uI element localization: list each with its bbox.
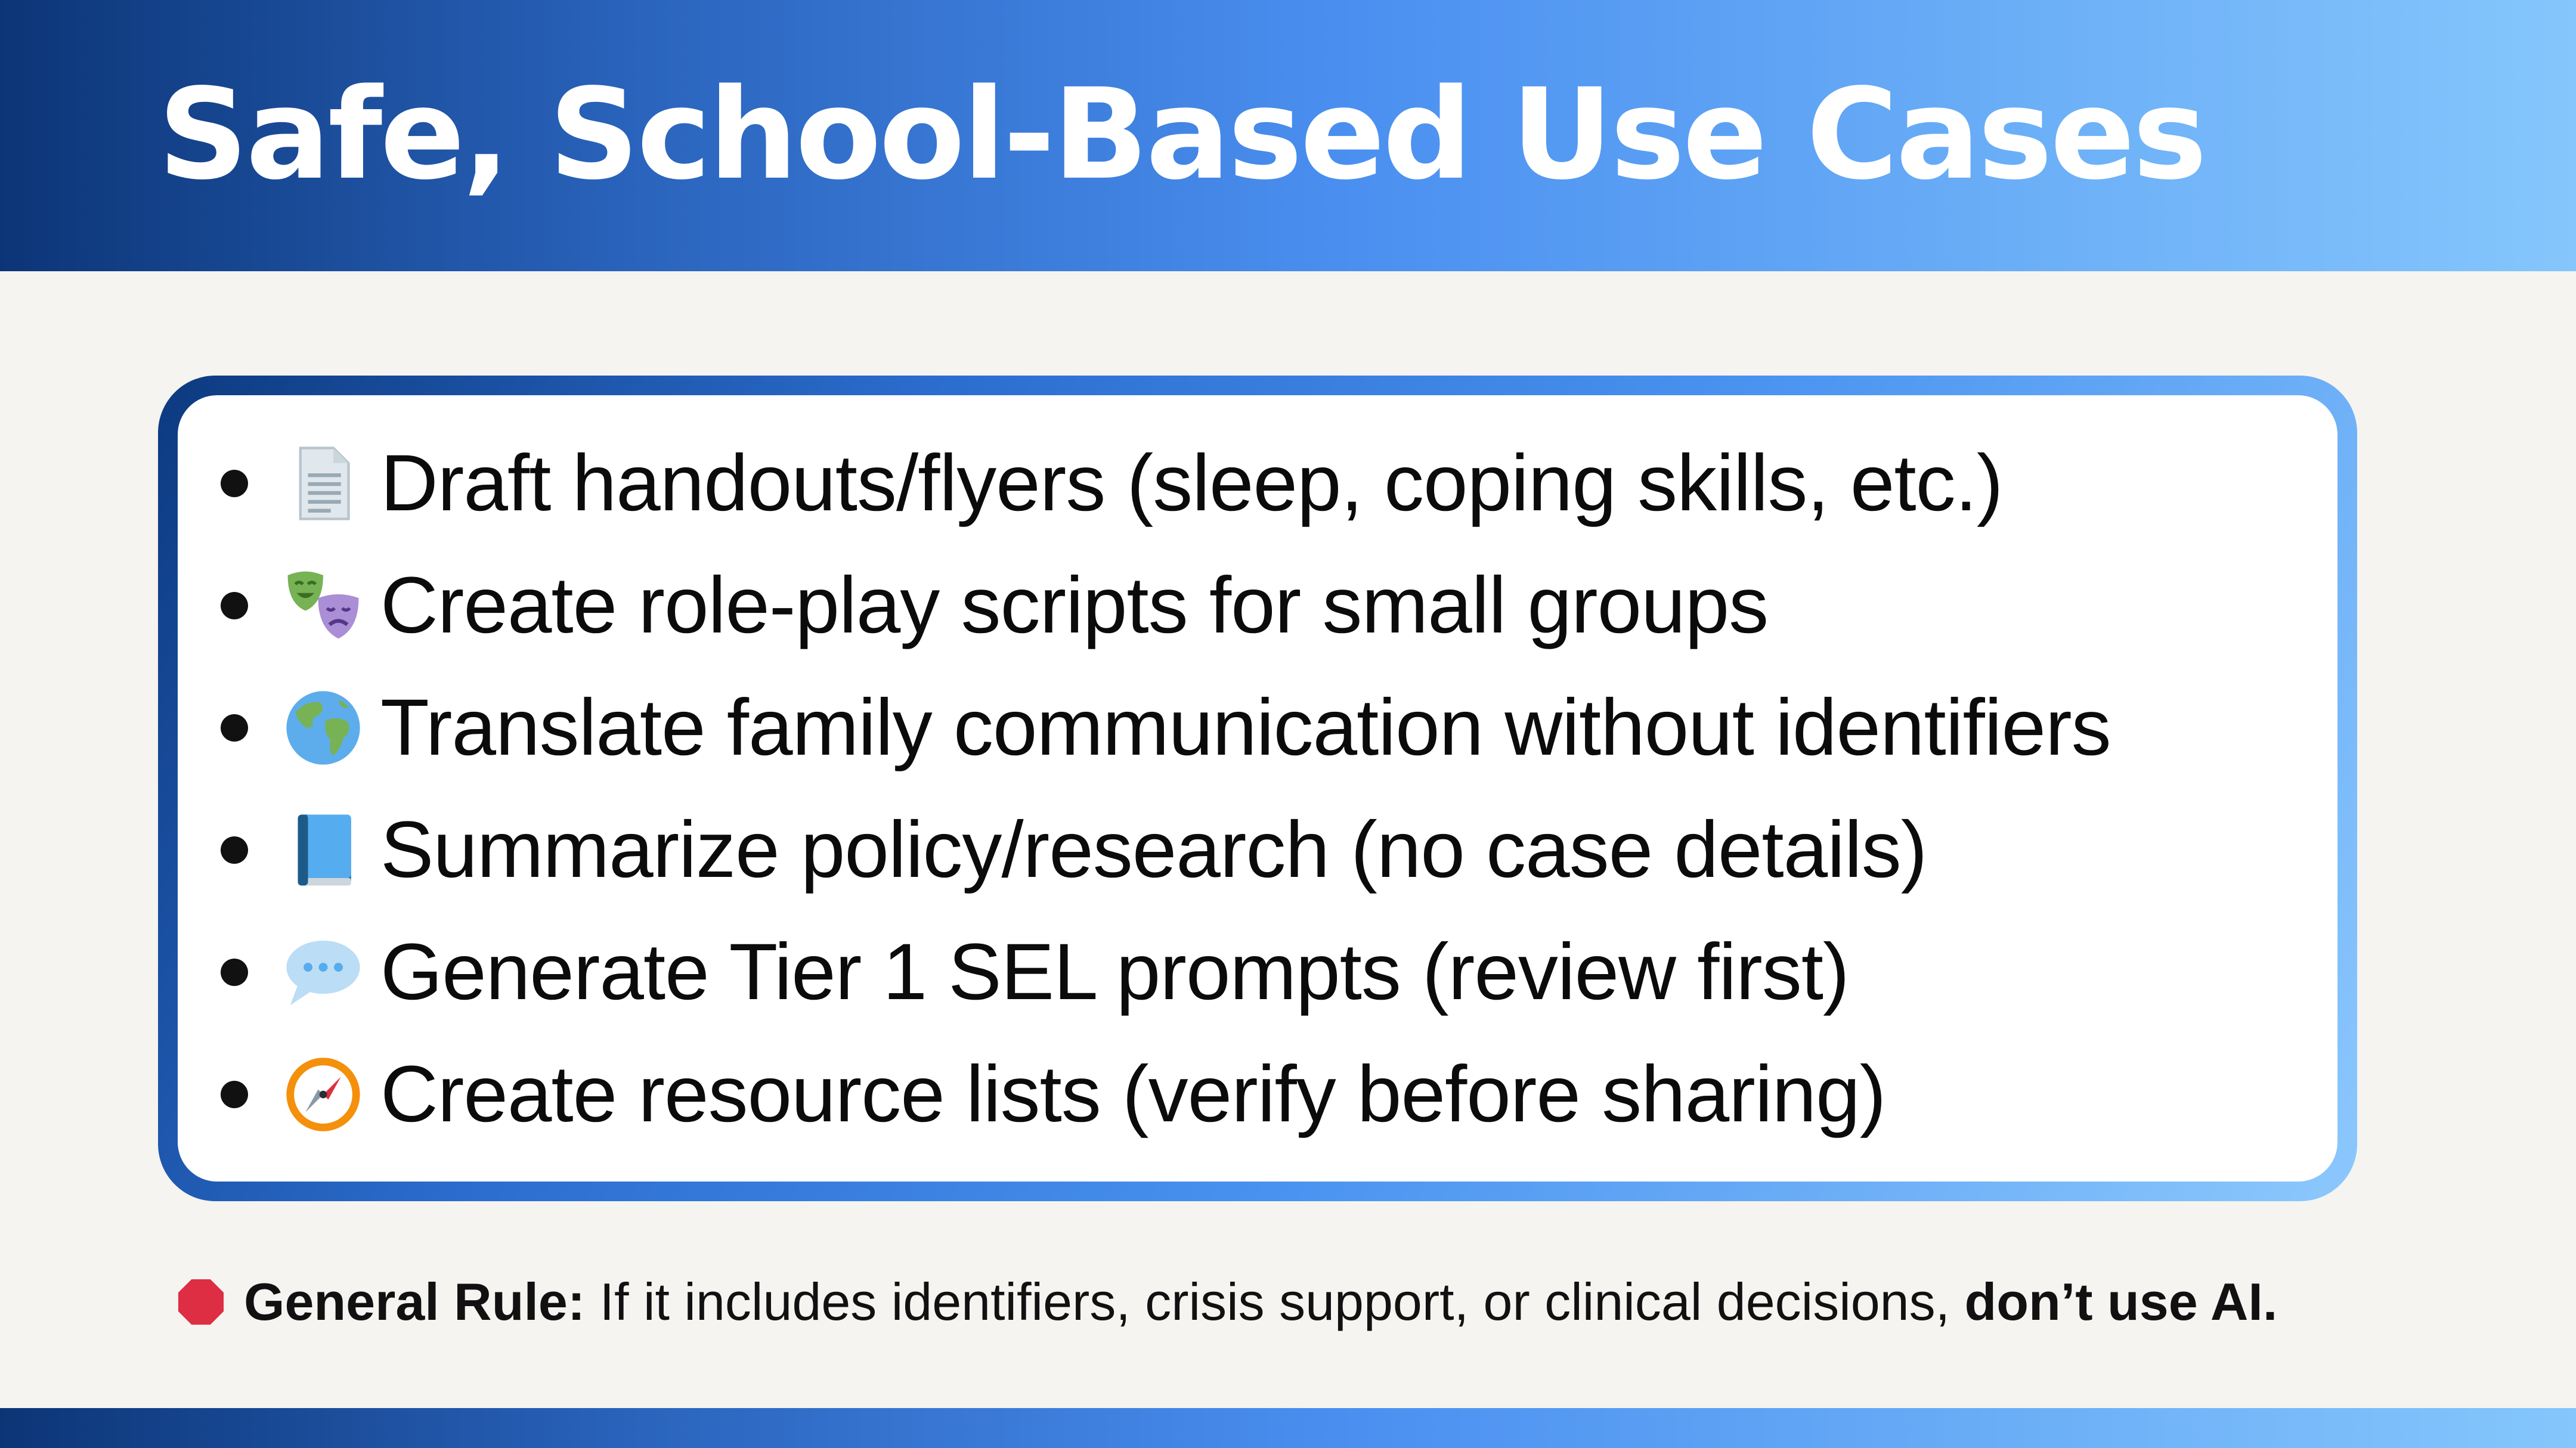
list-item — [221, 911, 2111, 1033]
bullet — [221, 470, 248, 497]
rule-label: General Rule: — [244, 1272, 586, 1331]
list-item-text: Generate Tier 1 SEL prompts (review first) — [380, 928, 1849, 1016]
blue-book-icon — [283, 810, 364, 891]
footer-bar — [0, 1408, 2576, 1448]
list-item — [221, 1033, 2111, 1155]
header-banner — [0, 0, 2576, 271]
speech-bubble-icon — [283, 932, 364, 1013]
slide-title: Safe, School-Based Use Cases — [158, 61, 2205, 207]
list-item — [221, 789, 2111, 911]
general-rule — [176, 1272, 2277, 1332]
bullet — [221, 959, 248, 986]
list-item-text: Create resource lists (verify before sharing) — [380, 1050, 1886, 1139]
bullet — [221, 836, 248, 864]
list-item — [221, 544, 2111, 666]
rule-emphasis: don’t use AI. — [1964, 1272, 2278, 1331]
list-item-text: Create role-play scripts for small groups — [380, 561, 1769, 650]
bullet — [221, 714, 248, 742]
use-cases-list — [221, 422, 2111, 1155]
list-item-text: Summarize policy/research (no case details) — [380, 805, 1927, 894]
theater-masks-icon — [283, 565, 364, 646]
list-item — [221, 422, 2111, 544]
globe-icon — [283, 687, 364, 768]
stop-sign-icon — [176, 1277, 226, 1327]
list-item-text: Draft handouts/flyers (sleep, coping skills, etc.) — [380, 439, 2003, 528]
rule-text: If it includes identifiers, crisis support, or clinical decisions, — [585, 1272, 1965, 1331]
list-item-text: Translate family communication without identifiers — [380, 683, 2111, 772]
compass-icon — [283, 1054, 364, 1135]
bullet — [221, 592, 248, 619]
bullet — [221, 1081, 248, 1108]
page-icon — [283, 443, 364, 524]
list-item — [221, 666, 2111, 789]
